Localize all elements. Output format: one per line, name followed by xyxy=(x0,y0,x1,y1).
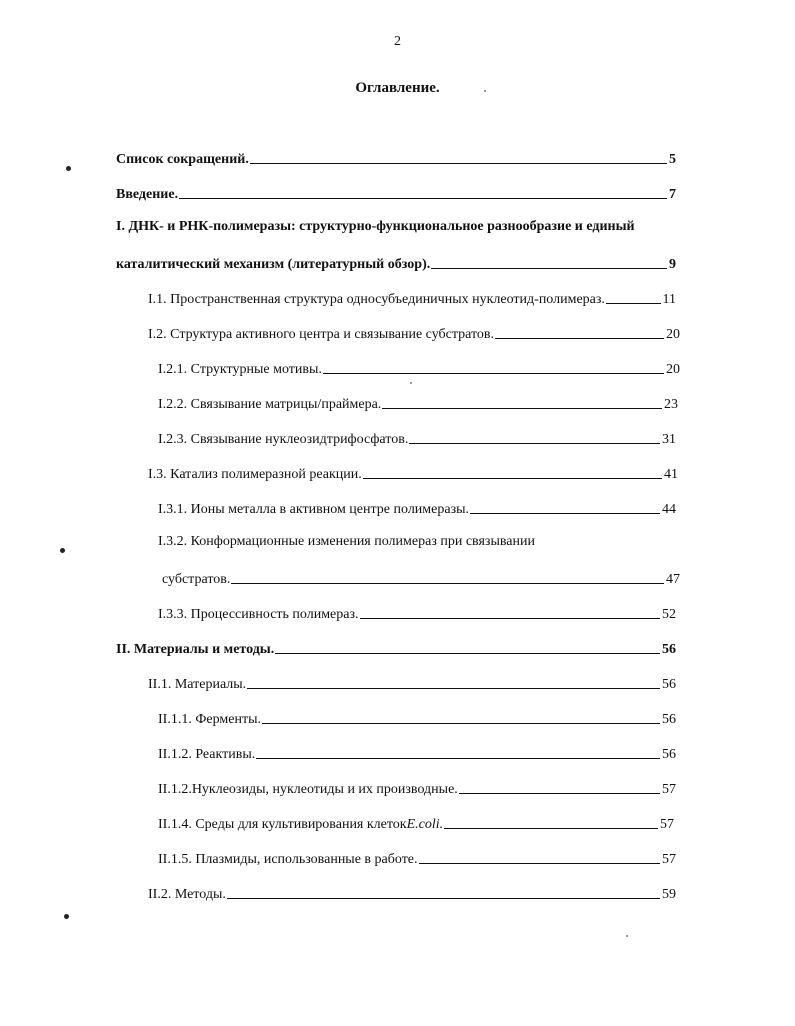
toc-entry[interactable] xyxy=(116,181,676,203)
toc-leader xyxy=(179,198,667,199)
toc-entry-text[interactable]: I. ДНК- и РНК-полимеразы: структурно-функциональное разнообразие и единый xyxy=(116,219,635,234)
toc-entry[interactable] xyxy=(116,636,676,658)
toc-leader xyxy=(250,163,667,164)
toc-page-number: 47 xyxy=(666,572,680,587)
toc-entry-text: I.3. Катализ полимеразной реакции. xyxy=(148,467,362,482)
toc-entry[interactable] xyxy=(148,881,676,903)
toc-entry-text: субстратов. xyxy=(162,572,231,587)
toc-leader xyxy=(227,898,660,899)
toc-leader xyxy=(409,443,660,444)
toc-entry-text: I.2. Структура активного центра и связывание субстратов. xyxy=(148,327,495,342)
scan-speck xyxy=(484,90,486,92)
toc-entry-text: II.1.1. Ферменты. xyxy=(158,712,261,727)
toc-leader xyxy=(275,653,660,654)
toc-leader xyxy=(495,338,664,339)
toc-leader xyxy=(419,863,660,864)
toc-entry-text: II. Материалы и методы. xyxy=(116,642,275,657)
toc-entry-text: II.1. Материалы. xyxy=(148,677,247,692)
toc-entry[interactable] xyxy=(148,286,676,308)
toc-page-number: 59 xyxy=(662,887,676,902)
toc-entry-text: II.1.5. Плазмиды, использованные в работе. xyxy=(158,852,418,867)
toc-entry[interactable] xyxy=(158,391,678,413)
toc-entry-text: II.1.4. Среды для культивирования клеток xyxy=(158,817,407,832)
toc-page-number: 52 xyxy=(662,607,676,622)
toc-entry[interactable] xyxy=(158,741,676,763)
toc-page-number: 31 xyxy=(662,432,676,447)
toc-page-number: 57 xyxy=(662,852,676,867)
toc-entry[interactable] xyxy=(158,776,676,798)
toc-leader xyxy=(363,478,662,479)
toc-page-number: 57 xyxy=(662,782,676,797)
toc-entry[interactable] xyxy=(116,146,676,168)
toc-entry[interactable] xyxy=(158,426,676,448)
scan-mark xyxy=(60,548,65,553)
toc-entry-text: I.2.2. Связывание матрицы/праймера. xyxy=(158,397,382,412)
toc-leader xyxy=(382,408,662,409)
toc-entry[interactable] xyxy=(148,461,678,483)
toc-entry-text: Список сокращений. xyxy=(116,152,249,167)
toc-page-number: 56 xyxy=(662,642,676,657)
page-number: 2 xyxy=(394,34,401,49)
toc-entry-text: I.3.1. Ионы металла в активном центре полимеразы. xyxy=(158,502,470,517)
toc-page-number: 57 xyxy=(660,817,674,832)
toc-page-number: 56 xyxy=(662,712,676,727)
toc-entry-text[interactable]: I.3.2. Конформационные изменения полимераз при связывании xyxy=(158,534,535,549)
toc-leader xyxy=(470,513,660,514)
toc-page-number: 7 xyxy=(669,187,676,202)
toc-entry-text: I.2.3. Связывание нуклеозидтрифосфатов. xyxy=(158,432,409,447)
toc-leader xyxy=(459,793,660,794)
toc-entry[interactable] xyxy=(158,846,676,868)
scan-speck xyxy=(410,382,412,384)
toc-leader xyxy=(606,303,661,304)
toc-entry[interactable] xyxy=(158,356,680,378)
toc-page-number: 20 xyxy=(666,327,680,342)
toc-entry-text: каталитический механизм (литературный обзор). xyxy=(116,257,431,272)
toc-leader xyxy=(431,268,667,269)
toc-entry[interactable] xyxy=(148,671,676,693)
toc-page-number: 56 xyxy=(662,747,676,762)
toc-entry[interactable] xyxy=(158,706,676,728)
toc-entry[interactable] xyxy=(158,811,674,833)
toc-page-number: 9 xyxy=(669,257,676,272)
toc-entry-text: Введение. xyxy=(116,187,179,202)
toc-entry[interactable] xyxy=(148,321,680,343)
toc-leader xyxy=(247,688,660,689)
toc-entry-text: I.3.3. Процессивность полимераз. xyxy=(158,607,359,622)
scan-mark xyxy=(66,166,71,171)
toc-page-number: 41 xyxy=(664,467,678,482)
toc-leader xyxy=(262,723,660,724)
toc-entry[interactable] xyxy=(162,566,680,588)
toc-entry[interactable] xyxy=(116,251,676,273)
scan-mark xyxy=(64,914,69,919)
toc-entry-text: I.1. Пространственная структура односубъединичных нуклеотид-полимераз. xyxy=(148,292,605,307)
toc-entry-text: II.1.2.Нуклеозиды, нуклеотиды и их производные. xyxy=(158,782,458,797)
toc-page-number: 20 xyxy=(666,362,680,377)
toc-entry-text: II.1.2. Реактивы. xyxy=(158,747,256,762)
toc-entry[interactable] xyxy=(158,601,676,623)
toc-entry-italic: E.coli. xyxy=(406,817,444,832)
page-title: Оглавление. xyxy=(355,80,440,96)
toc-page-number: 56 xyxy=(662,677,676,692)
toc-leader xyxy=(231,583,664,584)
toc-entry-text: I.2.1. Структурные мотивы. xyxy=(158,362,322,377)
toc-page-number: 5 xyxy=(669,152,676,167)
toc-leader xyxy=(444,828,658,829)
toc-page-number: 44 xyxy=(662,502,676,517)
toc-leader xyxy=(360,618,660,619)
toc-leader xyxy=(323,373,664,374)
toc-page-number: 23 xyxy=(664,397,678,412)
toc-entry[interactable] xyxy=(158,496,676,518)
toc-entry-text: II.2. Методы. xyxy=(148,887,226,902)
toc-page-number: 11 xyxy=(662,292,676,307)
scan-speck xyxy=(626,935,628,937)
toc-leader xyxy=(256,758,660,759)
